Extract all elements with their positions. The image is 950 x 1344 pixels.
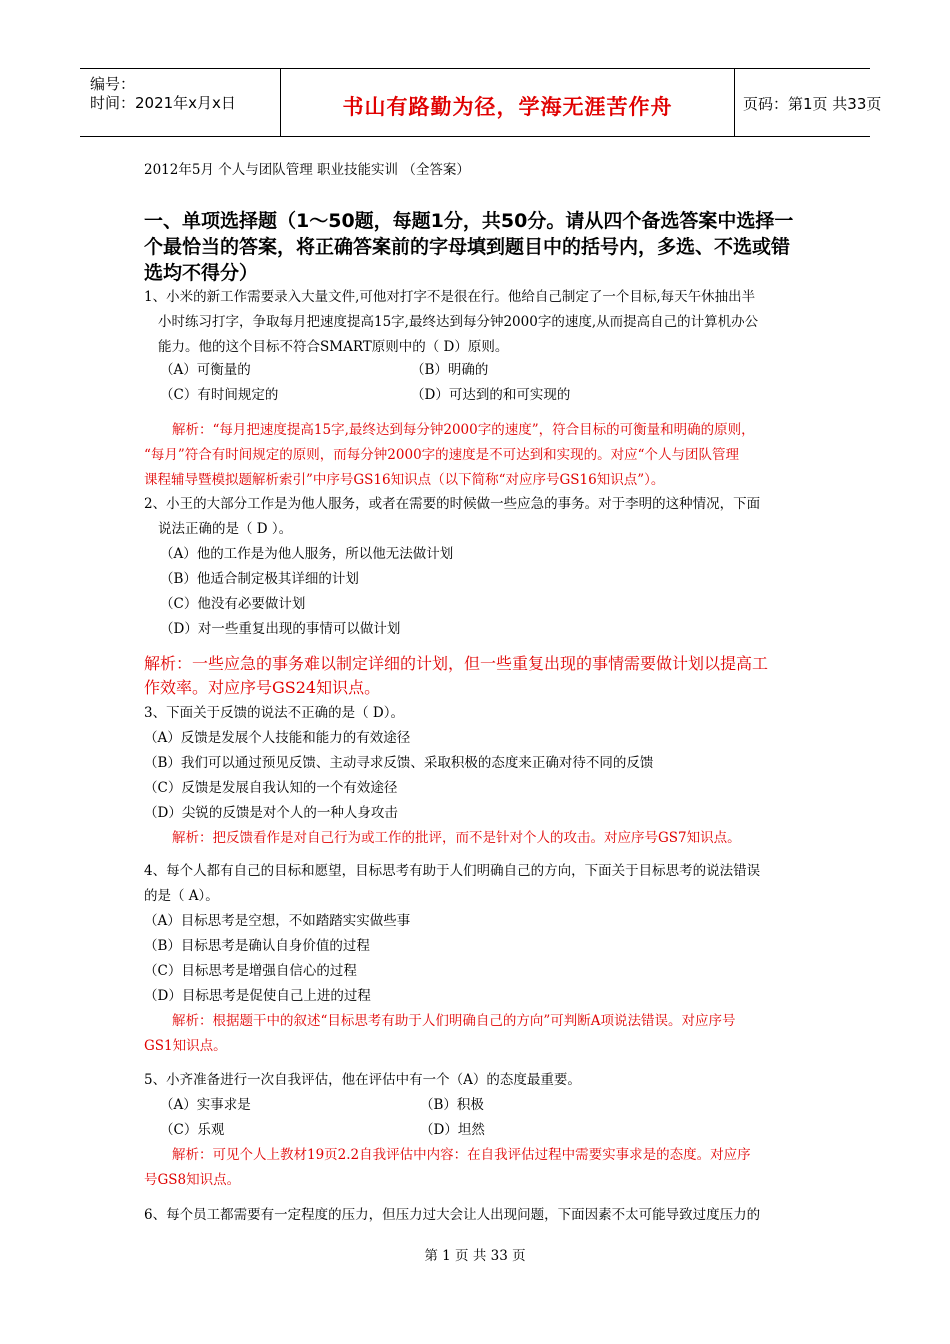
q5-option-a: （A）实事求是 [160,1097,251,1113]
q4-option-b: （B）目标思考是确认自身价值的过程 [144,938,370,954]
q1-stem-line-1: 1、小米的新工作需要录入大量文件,可他对打字不是很在行。他给自己制定了一个目标,每天午休抽出半 [144,289,756,305]
q2-analysis-line-1: 解析：一些应急的事务难以制定详细的计划，但一些重复出现的事情需要做计划以提高工 [144,654,769,673]
header-right-cell [735,69,882,136]
q3-option-c: （C）反馈是发展自我认知的一个有效途径 [144,780,398,796]
q4-stem-line-1: 4、每个人都有自己的目标和愿望，目标思考有助于人们明确自己的方向，下面关于目标思考的说法错误 [144,863,761,879]
page-footer: 第 1 页 共 33 页 [424,1248,526,1264]
q3-analysis-line-1: 解析：把反馈看作是对自己行为或工作的批评，而不是针对个人的攻击。对应序号GS7知识点。 [172,830,741,846]
q2-option-c: （C）他没有必要做计划 [160,596,306,612]
q1-stem-line-3: 能力。他的这个目标不符合SMART原则中的（ D）原则。 [158,339,509,355]
q2-option-a: （A）他的工作是为他人服务，所以他无法做计划 [160,546,454,562]
q1-option-c: （C）有时间规定的 [160,387,279,403]
q3-option-b: （B）我们可以通过预见反馈、主动寻求反馈、采取积极的态度来正确对待不同的反馈 [144,755,654,771]
q2-option-b: （B）他适合制定极其详细的计划 [160,571,359,587]
q5-option-b: （B）积极 [420,1097,484,1113]
q5-option-c: （C）乐观 [160,1122,225,1138]
motto: 书山有路勤为径，学海无涯苦作舟 [342,95,673,119]
section-title-line-3: 选均不得分） [144,262,259,284]
q5-stem-line-1: 5、小齐准备进行一次自我评估，他在评估中有一个（A）的态度最重要。 [144,1072,581,1088]
header-left-cell [80,69,280,136]
q2-analysis-line-2: 作效率。对应序号GS24知识点。 [144,678,381,697]
q2-stem-line-2: 说法正确的是（ D ）。 [158,521,293,537]
q4-option-c: （C）目标思考是增强自信心的过程 [144,963,357,979]
q2-option-d: （D）对一些重复出现的事情可以做计划 [160,621,401,637]
q1-stem-line-2: 小时练习打字，争取每月把速度提高15字,最终达到每分钟2000字的速度,从而提高自己的计算机办公 [158,314,759,330]
q4-analysis-line-2: GS1知识点。 [144,1038,227,1054]
header-motto-cell [280,69,735,136]
q4-stem-line-2: 的是（ A）。 [144,888,219,904]
number-label: 编号： [90,75,136,93]
q5-analysis-line-2: 号GS8知识点。 [144,1172,241,1188]
q1-option-a: （A）可衡量的 [160,362,251,378]
q3-option-d: （D）尖锐的反馈是对个人的一种人身攻击 [144,805,398,821]
q2-stem-line-1: 2、小王的大部分工作是为他人服务，或者在需要的时候做一些应急的事务。对于李明的这种情况，下面 [144,496,761,512]
q1-analysis-line-2: “每月”符合有时间规定的原则，而每分钟2000字的速度是不可达到和实现的。对应“个人与团队管理 [144,447,740,463]
q3-stem-line-1: 3、下面关于反馈的说法不正确的是（ D）。 [144,705,404,721]
q6-stem-line-1: 6、每个员工都需要有一定程度的压力，但压力过大会让人出现问题，下面因素不太可能导致过度压力的 [144,1207,761,1223]
page-label: 页码：第1页 共33页 [743,95,882,113]
q1-option-d: （D）可达到的和可实现的 [411,387,571,403]
q4-option-d: （D）目标思考是促使自己上进的过程 [144,988,371,1004]
q4-option-a: （A）目标思考是空想，不如踏踏实实做些事 [144,913,411,929]
date-label: 时间：2021年x月x日 [90,94,236,112]
q3-option-a: （A）反馈是发展个人技能和能力的有效途径 [144,730,411,746]
section-title-line-1: 一、单项选择题（1～50题，每题1分，共50分。请从四个备选答案中选择一 [144,210,794,232]
doc-title: 2012年5月 个人与团队管理 职业技能实训 （全答案） [144,162,470,178]
header-table [80,68,882,137]
q1-option-b: （B）明确的 [411,362,489,378]
q1-analysis-line-3: 课程辅导暨模拟题解析索引”中序号GS16知识点（以下简称“对应序号GS16知识点”）。 [144,472,665,488]
q1-analysis-line-1: 解析：“每月把速度提高15字,最终达到每分钟2000字的速度”，符合目标的可衡量和明确的原则， [172,422,755,438]
q4-analysis-line-1: 解析：根据题干中的叙述“目标思考有助于人们明确自己的方向”可判断A项说法错误。对应序号 [172,1013,736,1029]
q5-option-d: （D）坦然 [420,1122,485,1138]
section-title-line-2: 个最恰当的答案，将正确答案前的字母填到题目中的括号内，多选、不选或错 [144,236,791,258]
q5-analysis-line-1: 解析：可见个人上教材19页2.2自我评估中内容：在自我评估过程中需要实事求是的态度。对应序 [172,1147,751,1163]
